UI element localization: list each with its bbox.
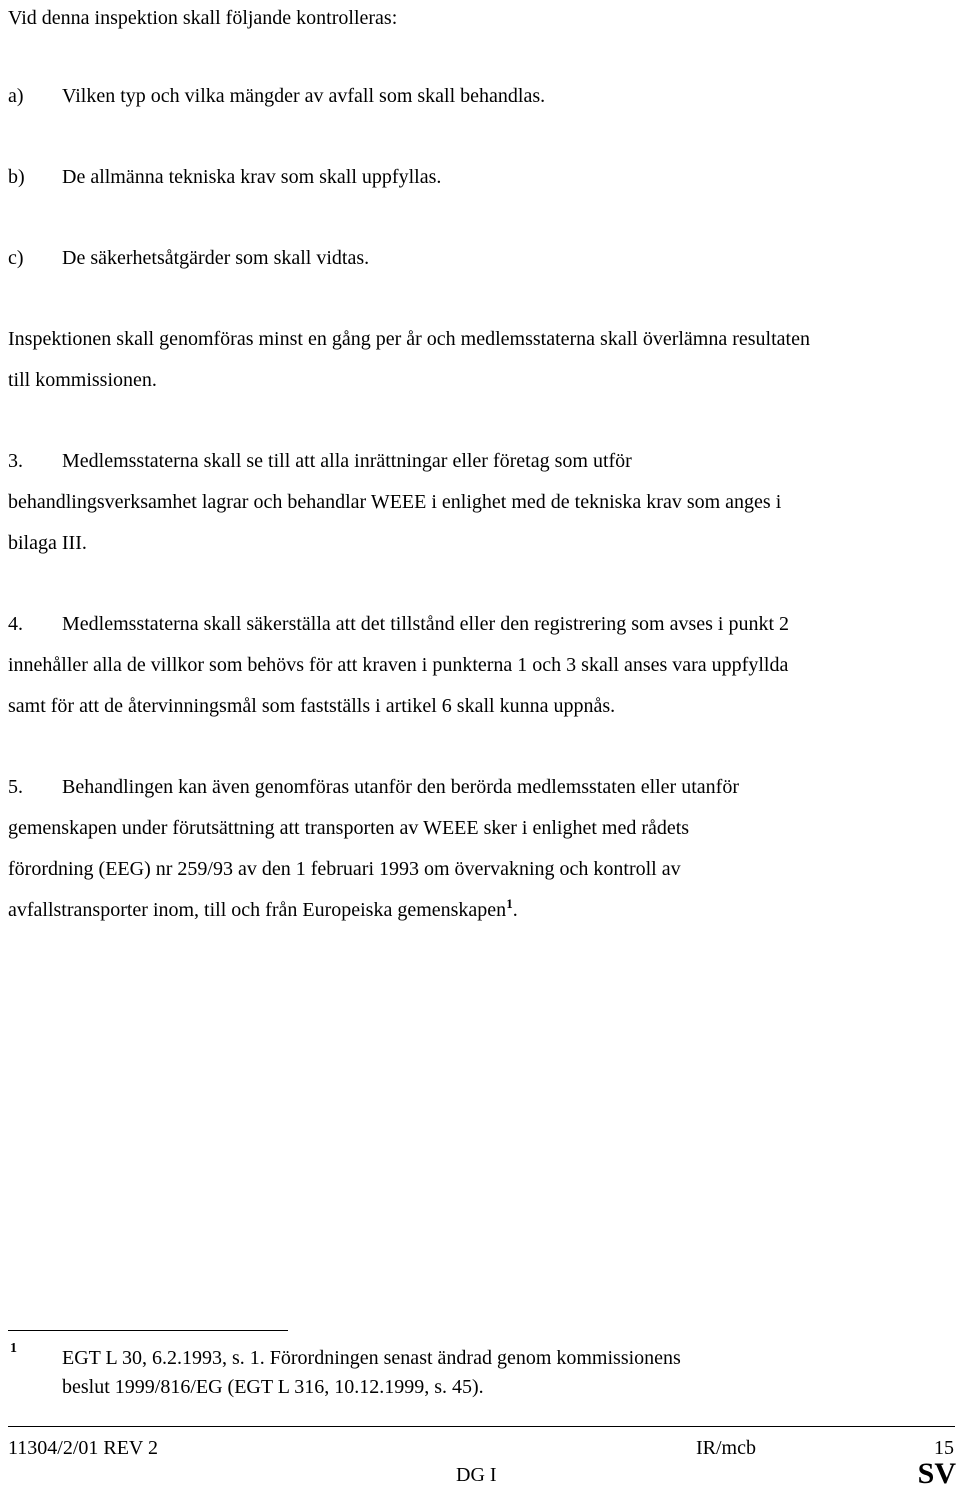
footnote-separator: [8, 1330, 288, 1331]
intro-text: Vid denna inspektion skall följande kontrolleras:: [8, 7, 398, 29]
sentence-end: .: [512, 899, 518, 921]
page-number: 15: [934, 1437, 954, 1459]
paragraph-line: Medlemsstaterna skall se till att alla inrättningar eller företag som utför: [62, 450, 632, 472]
paragraph-line: bilaga III.: [8, 532, 87, 554]
paragraph-line: Behandlingen kan även genomföras utanför den berörda medlemsstaten eller utanför: [62, 776, 739, 798]
list-item-label: b): [8, 166, 25, 188]
footnote-line: EGT L 30, 6.2.1993, s. 1. Förordningen senast ändrad genom kommissionens: [62, 1347, 681, 1369]
directorate-general: DG I: [456, 1464, 497, 1486]
paragraph-line-text: avfallstransporter inom, till och från Europeiska gemenskapen: [8, 899, 507, 921]
paragraph-number: 4.: [8, 613, 23, 635]
paragraph-line: gemenskapen under förutsättning att transporten av WEEE sker i enlighet med rådets: [8, 817, 690, 839]
paragraph-line: samt för att de återvinningsmål som fastställs i artikel 6 skall kunna uppnås.: [8, 695, 616, 717]
language-code: SV: [917, 1457, 956, 1490]
footnote-reference[interactable]: 1: [506, 896, 513, 911]
footnote-line: beslut 1999/816/EG (EGT L 316, 10.12.1999, s. 45).: [62, 1376, 484, 1398]
paragraph-line: Inspektionen skall genomföras minst en gång per år och medlemsstaterna skall överlämna resultaten: [8, 328, 810, 350]
paragraph-number: 5.: [8, 776, 23, 798]
paragraph-line: till kommissionen.: [8, 369, 157, 391]
paragraph-line: [8, 896, 518, 921]
paragraph-number: 3.: [8, 450, 23, 472]
list-item-label: a): [8, 85, 24, 107]
paragraph-line: innehåller alla de villkor som behövs för att kraven i punkterna 1 och 3 skall anses vara uppfyllda: [8, 654, 789, 676]
author-initials: IR/mcb: [696, 1437, 756, 1459]
footnote-mark: 1: [10, 1341, 17, 1356]
paragraph-line: behandlingsverksamhet lagrar och behandlar WEEE i enlighet med de tekniska krav som anges i: [8, 491, 782, 513]
footer-separator: [8, 1426, 955, 1427]
list-item-text: Vilken typ och vilka mängder av avfall som skall behandlas.: [62, 85, 546, 107]
paragraph-line: Medlemsstaterna skall säkerställa att det tillstånd eller den registrering som avses i punkt 2: [62, 613, 790, 635]
list-item-text: De säkerhetsåtgärder som skall vidtas.: [62, 247, 370, 269]
paragraph-line: förordning (EEG) nr 259/93 av den 1 februari 1993 om övervakning och kontroll av: [8, 858, 681, 880]
document-reference: 11304/2/01 REV 2: [8, 1437, 159, 1459]
list-item-text: De allmänna tekniska krav som skall uppfyllas.: [62, 166, 442, 188]
list-item-label: c): [8, 247, 24, 269]
